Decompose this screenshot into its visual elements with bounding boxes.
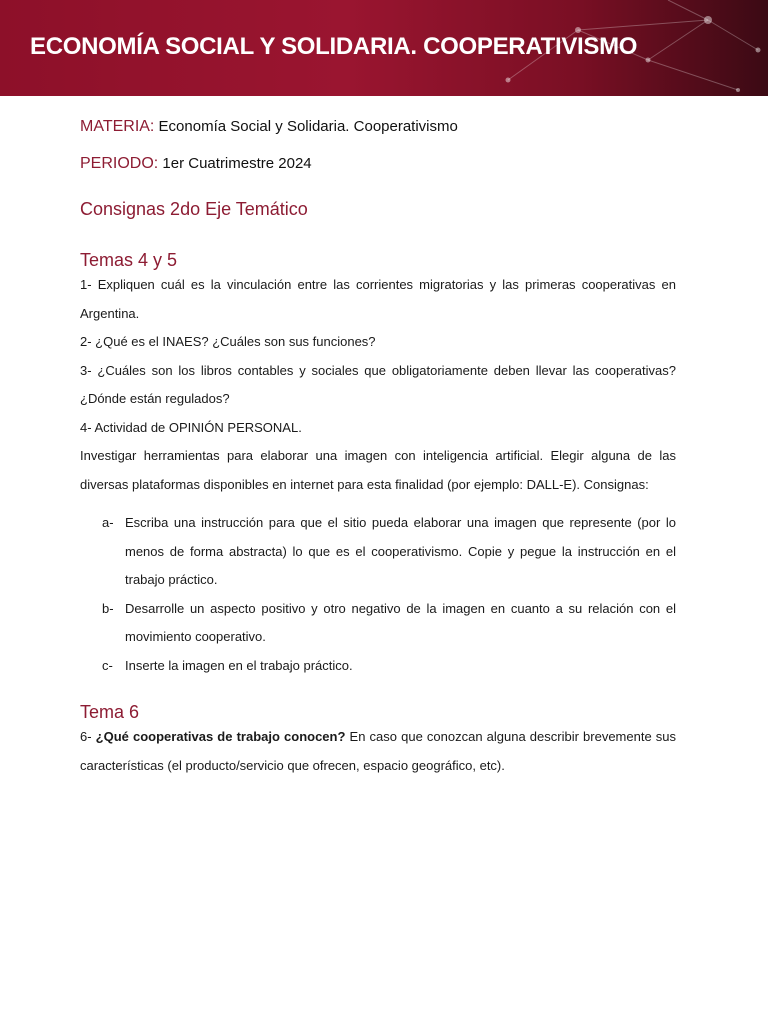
list-item (80, 595, 676, 652)
periodo-label: PERIODO: (80, 155, 159, 172)
header-banner (0, 0, 768, 96)
question-2: 2- ¿Qué es el INAES? ¿Cuáles son sus funciones? (80, 334, 376, 349)
list-item-text: Desarrolle un aspecto positivo y otro negativo de la imagen en cuanto a su relación con el movimiento cooperativo. (125, 600, 676, 644)
list-item (80, 652, 676, 681)
question-6-bold: ¿Qué cooperativas de trabajo conocen? (95, 729, 346, 744)
document-body (80, 118, 676, 780)
list-item-text: Inserte la imagen en el trabajo práctico. (125, 657, 353, 673)
question-6-prefix: 6- (80, 729, 96, 744)
question-6-rest: En caso que conozcan alguna describir brevemente sus características (el producto/servicio que ofrecen, espacio geográfico, etc). (80, 729, 677, 773)
periodo-line (80, 155, 676, 173)
materia-line (80, 118, 676, 136)
list-marker: a- (102, 515, 114, 530)
temas-4-5-heading: Temas 4 y 5 (80, 250, 178, 270)
question-1: 1- Expliquen cuál es la vinculación entre las corrientes migratorias y las primeras cooperativas en Argentina. (80, 277, 676, 321)
question-4-intro: Investigar herramientas para elaborar una imagen con inteligencia artificial. Elegir alguna de las diversas plataformas disponibles en internet para esta finalidad (por ejemplo: DALL-E). Consignas: (80, 448, 676, 492)
materia-label: MATERIA: (80, 118, 155, 135)
list-item-text: Escriba una instrucción para que el sitio pueda elaborar una imagen que represente (por lo menos de forma abstracta) lo que es el cooperativismo. Copie y pegue la instrucción en el trabajo práctico. (125, 515, 676, 587)
question-4: 4- Actividad de OPINIÓN PERSONAL. (80, 419, 302, 435)
list-marker: c- (102, 657, 113, 673)
list-item (80, 509, 676, 595)
question-3: 3- ¿Cuáles son los libros contables y sociales que obligatoriamente deben llevar las cooperativas? ¿Dónde están regulados? (80, 362, 676, 406)
question-6 (80, 723, 676, 780)
consignas-heading: Consignas 2do Eje Temático (80, 199, 308, 219)
question-4-list (80, 509, 676, 680)
list-marker: b- (102, 600, 114, 616)
materia-value: Economía Social y Solidaria. Cooperativismo (158, 118, 458, 135)
document-title: ECONOMÍA SOCIAL Y SOLIDARIA. COOPERATIVISMO (30, 33, 638, 60)
periodo-value: 1er Cuatrimestre 2024 (162, 155, 312, 172)
tema-6-heading: Tema 6 (80, 702, 140, 722)
